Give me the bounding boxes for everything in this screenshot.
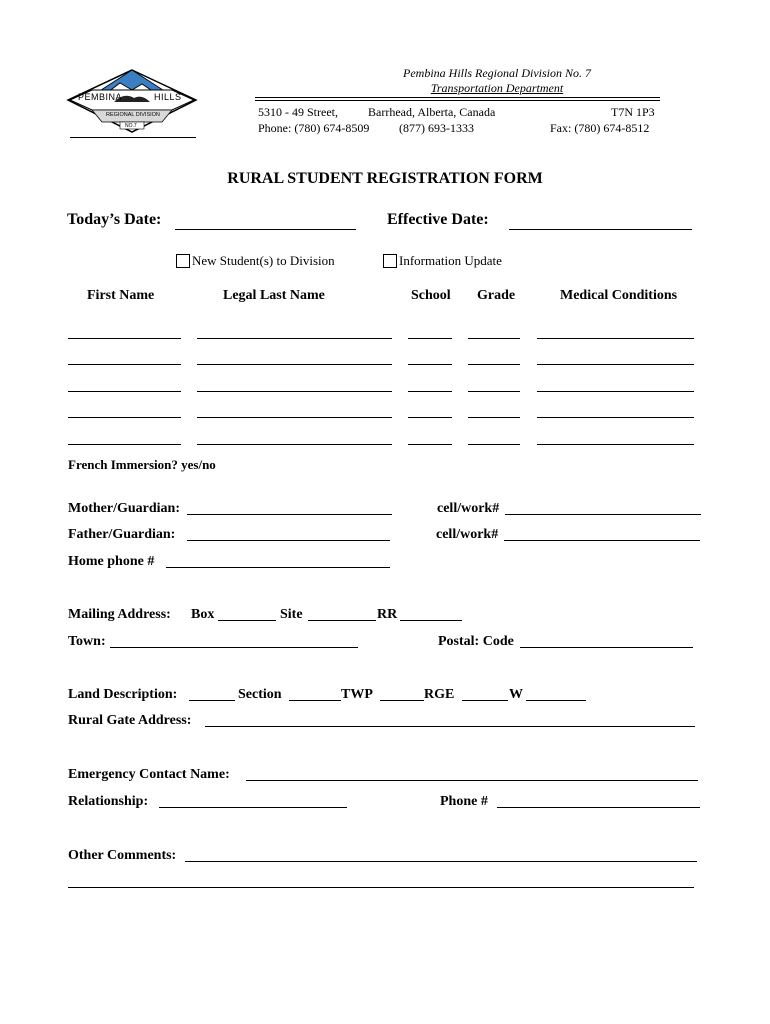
- new-student-checkbox[interactable]: [176, 254, 190, 268]
- school-field[interactable]: [408, 417, 452, 418]
- w-field[interactable]: [526, 700, 586, 701]
- new-student-label: New Student(s) to Division: [192, 253, 335, 268]
- address-city: Barrhead, Alberta, Canada: [368, 105, 496, 119]
- rge-field[interactable]: [462, 700, 508, 701]
- site-label: Site: [280, 607, 303, 622]
- logo-no-text: NO.7: [125, 123, 137, 129]
- home-phone-field[interactable]: [166, 567, 390, 568]
- grade-field[interactable]: [468, 364, 520, 365]
- town-field[interactable]: [110, 647, 358, 648]
- relationship-field[interactable]: [159, 807, 347, 808]
- col-grade: Grade: [477, 288, 516, 303]
- french-immersion-label: French Immersion? yes/no: [68, 457, 216, 472]
- division-logo: [62, 66, 202, 142]
- mother-guardian-label: Mother/Guardian:: [68, 501, 180, 516]
- phone-field[interactable]: [497, 807, 700, 808]
- medical-field[interactable]: [537, 391, 694, 392]
- mailing-address-label: Mailing Address:: [68, 607, 171, 622]
- tollfree-number: (877) 693-1333: [399, 121, 474, 135]
- father-guardian-field[interactable]: [187, 540, 390, 541]
- box-label: Box: [191, 607, 215, 622]
- section-label: Section: [238, 687, 282, 702]
- land-description-label: Land Description:: [68, 687, 178, 702]
- logo-left-text: PEMBINA: [78, 92, 123, 102]
- relationship-label: Relationship:: [68, 794, 149, 809]
- rural-gate-address-label: Rural Gate Address:: [68, 713, 192, 728]
- medical-field[interactable]: [537, 444, 694, 445]
- other-comments-field[interactable]: [185, 861, 697, 862]
- twp-field[interactable]: [380, 700, 424, 701]
- grade-field[interactable]: [468, 444, 520, 445]
- org-name: Pembina Hills Regional Division No. 7: [403, 66, 591, 80]
- first-name-field[interactable]: [68, 338, 181, 339]
- postal-code-field[interactable]: [520, 647, 693, 648]
- father-cell-work-field[interactable]: [504, 540, 700, 541]
- other-comments-line-2[interactable]: [68, 887, 694, 888]
- w-label: W: [509, 687, 523, 702]
- rr-field[interactable]: [400, 620, 462, 621]
- col-first-name: First Name: [87, 288, 155, 303]
- first-name-field[interactable]: [68, 391, 181, 392]
- home-phone-label: Home phone #: [68, 554, 155, 569]
- effective-date-label: Effective Date:: [387, 211, 489, 228]
- medical-field[interactable]: [537, 417, 694, 418]
- school-field[interactable]: [408, 364, 452, 365]
- address-postal: T7N 1P3: [611, 105, 655, 119]
- logo-graphic: [62, 66, 202, 142]
- twp-label: TWP: [341, 687, 373, 702]
- fax-number: Fax: (780) 674-8512: [550, 121, 650, 135]
- mother-guardian-field[interactable]: [187, 514, 392, 515]
- site-field[interactable]: [308, 620, 376, 621]
- school-field[interactable]: [408, 444, 452, 445]
- other-comments-label: Other Comments:: [68, 848, 177, 863]
- box-field[interactable]: [218, 620, 276, 621]
- grade-field[interactable]: [468, 391, 520, 392]
- header-double-rule-1: [255, 97, 660, 98]
- father-guardian-label: Father/Guardian:: [68, 527, 176, 542]
- last-name-field[interactable]: [197, 364, 392, 365]
- first-name-field[interactable]: [68, 417, 181, 418]
- emergency-contact-field[interactable]: [246, 780, 698, 781]
- address-street: 5310 - 49 Street,: [258, 105, 338, 119]
- info-update-checkbox[interactable]: [383, 254, 397, 268]
- last-name-field[interactable]: [197, 391, 392, 392]
- emergency-contact-label: Emergency Contact Name:: [68, 767, 230, 782]
- town-label: Town:: [68, 634, 106, 649]
- first-name-field[interactable]: [68, 364, 181, 365]
- last-name-field[interactable]: [197, 417, 392, 418]
- effective-date-field[interactable]: [509, 229, 692, 230]
- mother-cell-work-label: cell/work#: [437, 501, 500, 516]
- section-field[interactable]: [289, 700, 341, 701]
- dept-name: Transportation Department: [430, 81, 564, 95]
- phone-number: Phone: (780) 674-8509: [258, 121, 370, 135]
- col-school: School: [411, 288, 451, 303]
- logo-underline: [70, 137, 196, 138]
- rr-label: RR: [377, 607, 398, 622]
- postal-code-label: Postal: Code: [438, 634, 514, 649]
- logo-right-text: HILLS: [154, 92, 182, 102]
- father-cell-work-label: cell/work#: [436, 527, 499, 542]
- last-name-field[interactable]: [197, 338, 392, 339]
- col-medical-conditions: Medical Conditions: [560, 288, 678, 303]
- logo-sub-text: REGIONAL DIVISION: [106, 112, 160, 118]
- last-name-field[interactable]: [197, 444, 392, 445]
- grade-field[interactable]: [468, 338, 520, 339]
- rge-label: RGE: [424, 687, 455, 702]
- mother-cell-work-field[interactable]: [505, 514, 701, 515]
- medical-field[interactable]: [537, 338, 694, 339]
- first-name-field[interactable]: [68, 444, 181, 445]
- header-double-rule-2: [255, 100, 660, 101]
- form-title: RURAL STUDENT REGISTRATION FORM: [227, 170, 543, 187]
- col-legal-last-name: Legal Last Name: [223, 288, 325, 303]
- todays-date-field[interactable]: [175, 229, 356, 230]
- grade-field[interactable]: [468, 417, 520, 418]
- rural-gate-address-field[interactable]: [205, 726, 695, 727]
- school-field[interactable]: [408, 391, 452, 392]
- school-field[interactable]: [408, 338, 452, 339]
- todays-date-label: Today’s Date:: [67, 211, 162, 228]
- info-update-label: Information Update: [399, 253, 502, 268]
- medical-field[interactable]: [537, 364, 694, 365]
- phone-label: Phone #: [440, 794, 488, 809]
- land-description-field[interactable]: [189, 700, 235, 701]
